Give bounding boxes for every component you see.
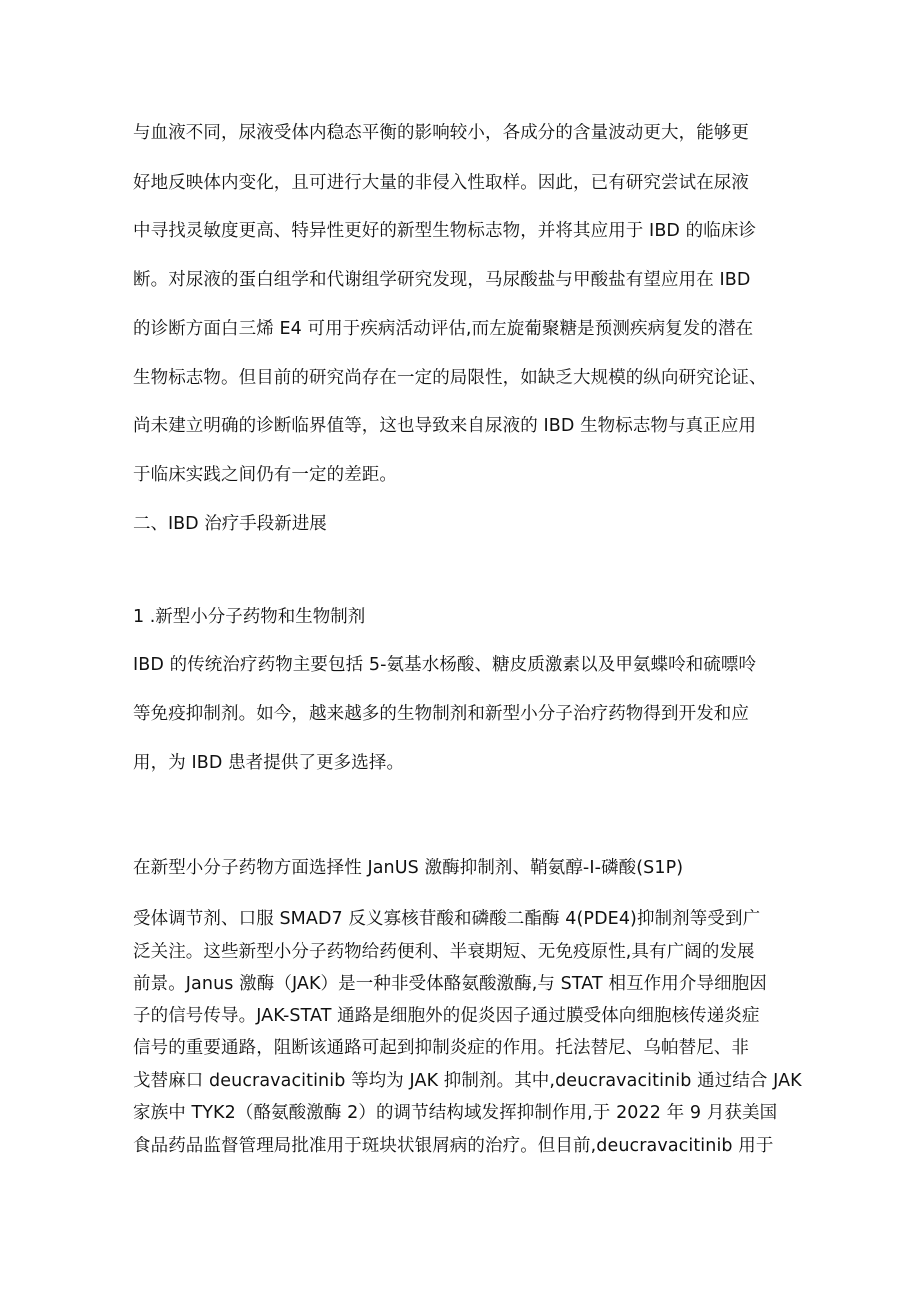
text-line: 前景。Janus 激酶（JAK）是一种非受体酪氨酸激酶,与 STAT 相互作用介导细胞因: [133, 974, 767, 994]
text-line: 尚未建立明确的诊断临界值等，这也导致来自尿液的 IBD 生物标志物与真正应用: [133, 416, 757, 436]
text-line: 于临床实践之间仍有一定的差距。: [133, 465, 397, 485]
text-line: 泛关注。这些新型小分子药物给药便利、半衰期短、无免疫原性,具有广阔的发展: [133, 942, 755, 962]
subsection-heading: 1 .新型小分子药物和生物制剂: [133, 607, 366, 627]
text-line: 好地反映体内变化，且可进行大量的非侵入性取样。因此，已有研究尝试在尿液: [133, 173, 749, 193]
text-line: 等免疫抑制剂。如今，越来越多的生物制剂和新型小分子治疗药物得到开发和应: [133, 704, 749, 724]
text-line: 子的信号传导。JAK-STAT 通路是细胞外的促炎因子通过膜受体向细胞核传递炎症: [133, 1006, 760, 1026]
text-line: IBD 的传统治疗药物主要包括 5-氨基水杨酸、糖皮质激素以及甲氨蝶呤和硫嘌呤: [133, 655, 757, 675]
text-line: 生物标志物。但目前的研究尚存在一定的局限性，如缺乏大规模的纵向研究论证、: [133, 368, 767, 388]
text-line: 信号的重要通路，阻断该通路可起到抑制炎症的作用。托法替尼、乌帕替尼、非: [133, 1038, 749, 1058]
text-line: 戈替麻口 deucravacitinib 等均为 JAK 抑制剂。其中,deucravacitinib 通过结合 JAK: [133, 1071, 802, 1091]
text-line: 用，为 IBD 患者提供了更多选择。: [133, 753, 405, 773]
text-line: 的诊断方面白三烯 E4 可用于疾病活动评估,而左旋葡聚糖是预测疾病复发的潜在: [133, 319, 754, 339]
text-line: 断。对尿液的蛋白组学和代谢组学研究发现，马尿酸盐与甲酸盐有望应用在 IBD: [133, 270, 751, 290]
text-line: 食品药品监督管理局批准用于斑块状银屑病的治疗。但目前,deucravacitinib 用于: [133, 1136, 774, 1156]
text-line: 与血液不同，尿液受体内稳态平衡的影响较小，各成分的含量波动更大，能够更: [133, 123, 749, 143]
text-line: 中寻找灵敏度更高、特异性更好的新型生物标志物，并将其应用于 IBD 的临床诊: [133, 221, 757, 241]
text-line: 在新型小分子药物方面选择性 JanUS 激酶抑制剂、鞘氨醇-I-磷酸(S1P): [133, 858, 684, 878]
text-line: 家族中 TYK2（酪氨酸激酶 2）的调节结构域发挥抑制作用,于 2022 年 9 月获美国: [133, 1103, 778, 1123]
text-line: 受体调节剂、口服 SMAD7 反义寡核苷酸和磷酸二酯酶 4(PDE4)抑制剂等受到广: [133, 909, 761, 929]
section-heading: 二、IBD 治疗手段新进展: [133, 514, 327, 534]
